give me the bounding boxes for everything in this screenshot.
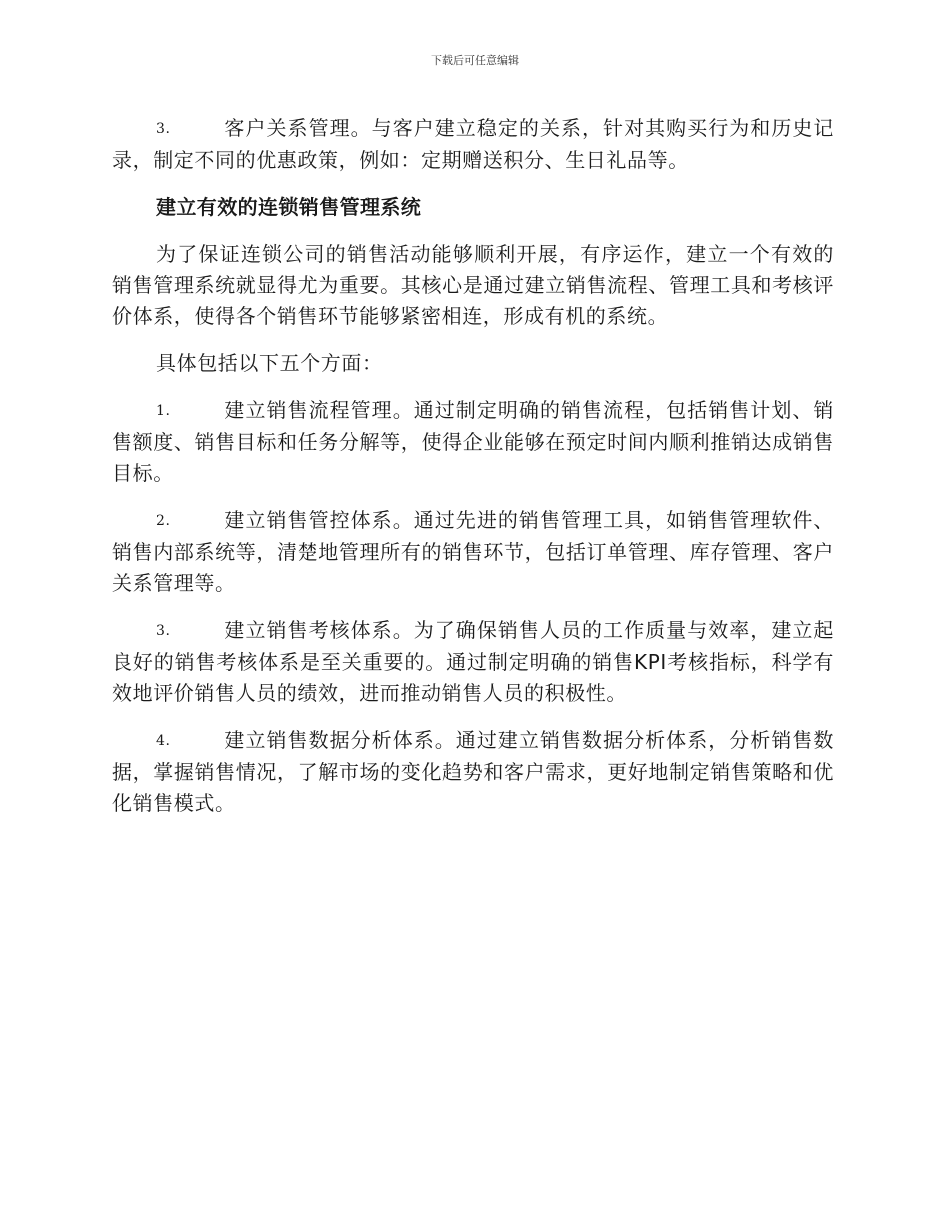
list-item: [112, 395, 834, 489]
intro-paragraph: 为了保证连锁公司的销售活动能够顺利开展，有序运作，建立一个有效的销售管理系统就显得尤为重要。其核心是通过建立销售流程、管理工具和考核评价体系，使得各个销售环节能够紧密相连，形成有机的系统。: [112, 242, 834, 328]
document-body: [112, 113, 834, 819]
lead-paragraph: 具体包括以下五个方面：: [156, 351, 383, 375]
list-number: 1.: [156, 403, 171, 419]
list-item-crm: [112, 113, 834, 176]
list-number: 2.: [156, 513, 171, 529]
list-item: [112, 615, 834, 709]
list-item: [112, 505, 834, 599]
list-item-text: 建立销售数据分析体系。通过建立销售数据分析体系，分析销售数据，掌握销售情况，了解市场的变化趋势和客户需求，更好地制定销售策略和优化销售模式。: [112, 728, 834, 815]
list-item-text: 建立销售考核体系。为了确保销售人员的工作质量与效率，建立起良好的销售考核体系是至关重要的。通过制定明确的销售KPI考核指标，科学有效地评价销售人员的绩效，进而推动销售人员的积极性。: [112, 618, 834, 705]
section-heading: 建立有效的连锁销售管理系统: [156, 195, 422, 219]
list-item-text: 建立销售管控体系。通过先进的销售管理工具，如销售管理软件、销售内部系统等，清楚地管理所有的销售环节，包括订单管理、库存管理、客户关系管理等。: [112, 508, 834, 595]
list-item: [112, 725, 834, 819]
page-header: 下载后可任意编辑: [431, 54, 519, 67]
list-number: 3.: [156, 623, 171, 639]
list-item-text: 客户关系管理。与客户建立稳定的关系，针对其购买行为和历史记录，制定不同的优惠政策，例如：定期赠送积分、生日礼品等。: [112, 116, 834, 172]
list-number: 3.: [156, 121, 171, 137]
list-item-text: 建立销售流程管理。通过制定明确的销售流程，包括销售计划、销售额度、销售目标和任务分解等，使得企业能够在预定时间内顺利推销达成销售目标。: [112, 398, 834, 485]
list-number: 4.: [156, 733, 171, 749]
